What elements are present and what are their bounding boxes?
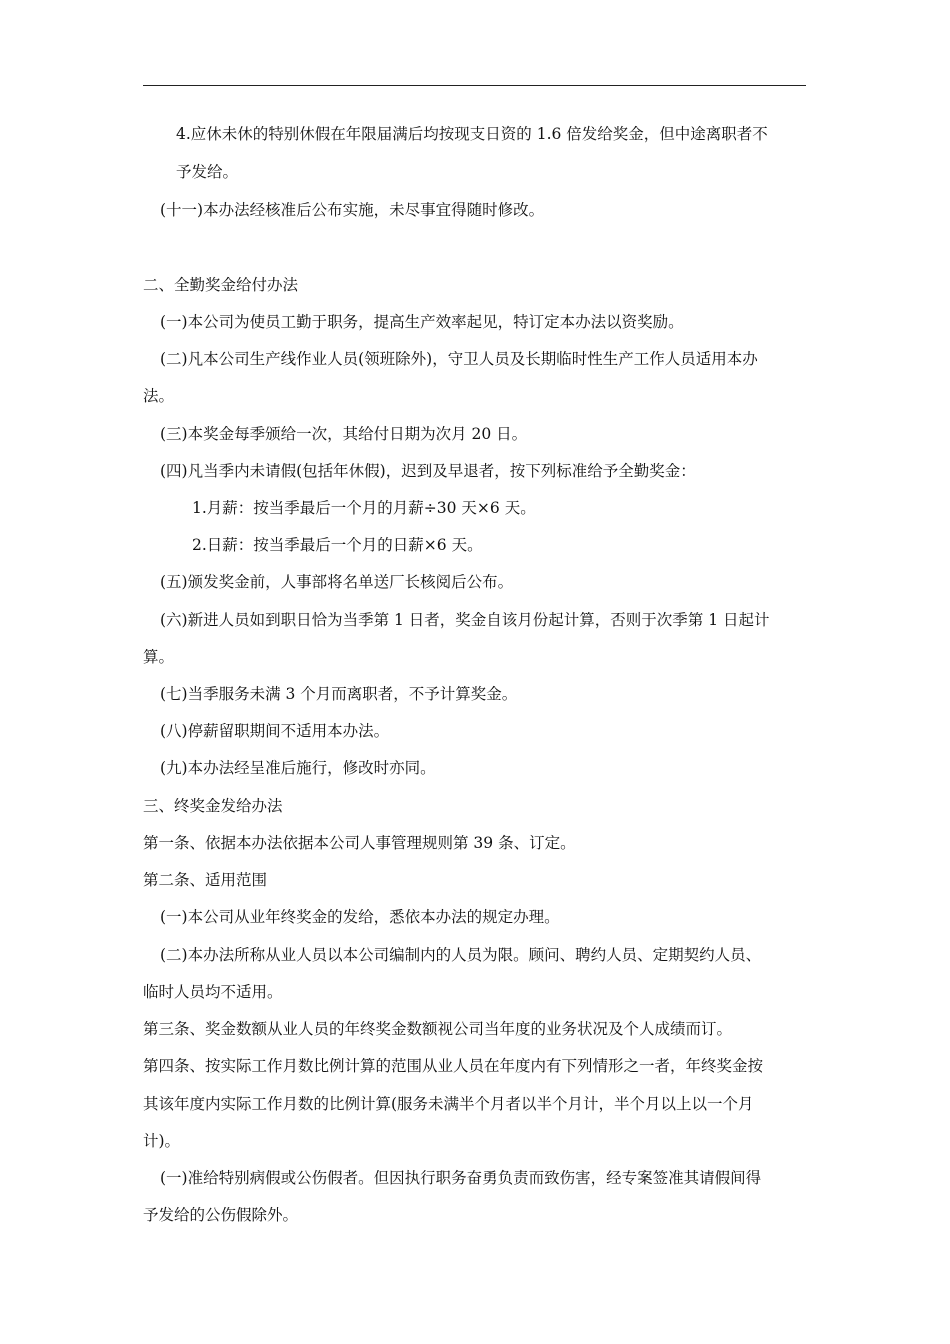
section-heading: 二、全勤奖金给付办法 xyxy=(143,276,299,294)
text-line: (五)颁发奖金前，人事部将名单送厂长核阅后公布。 xyxy=(160,573,514,591)
text-line: (一)本公司从业年终奖金的发给，悉依本办法的规定办理。 xyxy=(160,908,560,926)
text-line: 法。 xyxy=(143,387,175,405)
text-line: (一)本公司为使员工勤于职务，提高生产效率起见，特订定本办法以资奖励。 xyxy=(160,313,684,331)
text-line: (七)当季服务未满 3 个月而离职者，不予计算奖金。 xyxy=(160,685,518,703)
text-line: (二)本办法所称从业人员以本公司编制内的人员为限。顾问、聘约人员、定期契约人员、 xyxy=(160,946,762,964)
text-line: (一)准给特别病假或公伤假者。但因执行职务奋勇负责而致伤害，经专案签准其请假间得 xyxy=(160,1169,762,1187)
text-line: 第一条、依据本办法依据本公司人事管理规则第 39 条、订定。 xyxy=(143,834,576,852)
text-line: 临时人员均不适用。 xyxy=(143,983,283,1001)
text-line: 1.月薪：按当季最后一个月的月薪÷30 天×6 天。 xyxy=(192,499,536,517)
text-line: (四)凡当季内未请假(包括年休假)，迟到及早退者，按下列标准给予全勤奖金： xyxy=(160,462,696,480)
text-line: (八)停薪留职期间不适用本办法。 xyxy=(160,722,390,740)
text-line: 算。 xyxy=(143,648,175,666)
text-line: (九)本办法经呈准后施行，修改时亦同。 xyxy=(160,759,436,777)
text-line: (十一)本办法经核准后公布实施，未尽事宜得随时修改。 xyxy=(160,201,545,219)
text-line: 2.日薪：按当季最后一个月的日薪×6 天。 xyxy=(192,536,483,554)
text-line: 其该年度内实际工作月数的比例计算(服务未满半个月者以半个月计，半个月以上以一个月 xyxy=(143,1095,754,1113)
text-line: 第三条、奖金数额从业人员的年终奖金数额视公司当年度的业务状况及个人成绩而订。 xyxy=(143,1020,733,1038)
section-heading: 三、终奖金发给办法 xyxy=(143,797,283,815)
text-line: 予发给。 xyxy=(176,163,239,181)
text-line: 予发给的公伤假除外。 xyxy=(143,1206,299,1224)
text-line: (二)凡本公司生产线作业人员(领班除外)，守卫人员及长期临时性生产工作人员适用本办 xyxy=(160,350,758,368)
text-line: 4.应休未休的特别休假在年限届满后均按现支日资的 1.6 倍发给奖金，但中途离职者不 xyxy=(176,125,768,143)
text-line: 计)。 xyxy=(143,1132,181,1150)
text-line: (三)本奖金每季颁给一次，其给付日期为次月 20 日。 xyxy=(160,425,528,443)
header-rule xyxy=(143,85,806,86)
text-line: 第四条、按实际工作月数比例计算的范围从业人员在年度内有下列情形之一者，年终奖金按 xyxy=(143,1057,764,1075)
text-line: (六)新进人员如到职日恰为当季第 1 日者，奖金自该月份起计算，否则于次季第 1 日起计 xyxy=(160,611,770,629)
text-line: 第二条、适用范围 xyxy=(143,871,268,889)
